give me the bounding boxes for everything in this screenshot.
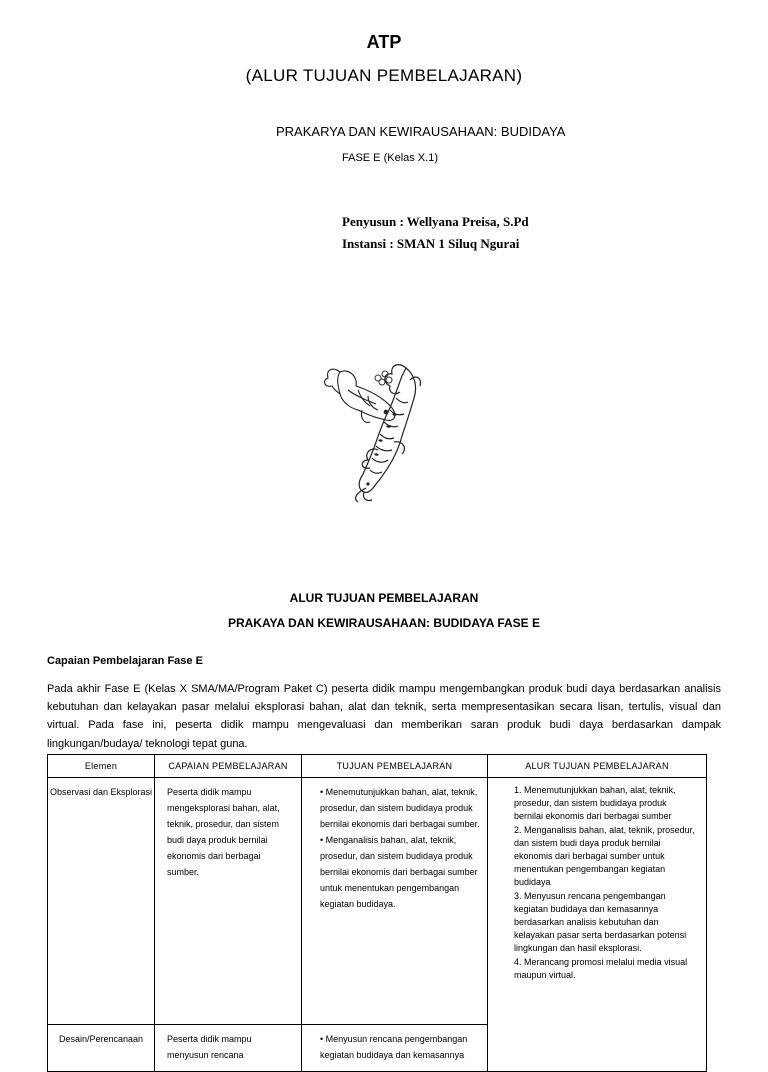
document-subtitle: (ALUR TUJUAN PEMBELAJARAN) [245, 66, 523, 85]
institution-line: Instansi : SMAN 1 Siluq Ngurai [342, 236, 520, 251]
header-atp: ALUR TUJUAN PEMBELAJARAN [488, 755, 707, 778]
table-row [48, 778, 707, 1025]
atp-item: 2. Menganalisis bahan, alat, teknik, prosedur, dan sistem budi daya produk bernilai ekonomis dari berbagai sumber untuk menentukan pengembangan kegiatan budidaya [514, 824, 695, 888]
atp-item: 4. Merancang promosi melalui media visual maupun virtual. [514, 956, 688, 980]
cp-heading: Capaian Pembelajaran Fase E [47, 655, 203, 667]
section-subtitle: PRAKAYA DAN KEWIRAUSAHAAN: BUDIDAYA FASE E [227, 616, 541, 630]
table-header-row [48, 755, 707, 778]
header-cp: CAPAIAN PEMBELAJARAN [155, 755, 302, 778]
koi-fish-icon [318, 360, 426, 505]
subject-title: PRAKARYA DAN KEWIRAUSAHAAN: BUDIDAYA [276, 124, 566, 139]
fase-label: FASE E (Kelas X.1) [342, 152, 438, 164]
tp-item: • Menemutunjukkan bahan, alat, teknik, prosedur, dan sistem budidaya produk bernilai ekonomis dari berbagai sumber. [320, 787, 480, 829]
cp-paragraph: Pada akhir Fase E (Kelas X SMA/MA/Program Paket C) peserta didik mampu mengembangkan produk budi daya berdasarkan analisis kebutuhan dan kelayakan pasar melalui eksplorasi bahan, alat dan teknik, serta mempresentasikan secara lisan, tertulis, visual dan virtual. Pada fase ini, peserta didik mampu mengevaluasi dan memberikan saran produk budi daya berdasarkan dampak lingkungan/budaya/ teknologi tepat guna. [47, 683, 721, 750]
tp-item: • Menyusun rencana pengembangan kegiatan budidaya dan kemasannya [320, 1034, 468, 1060]
cell-elemen: Observasi dan Eksplorasi [48, 778, 155, 1025]
cell-tp [302, 778, 488, 1025]
cell-cp: Peserta didik mampu menyusun rencana [155, 1025, 302, 1072]
author-line: Penyusun : Wellyana Preisa, S.Pd [342, 214, 529, 229]
header-tp: TUJUAN PEMBELAJARAN [302, 755, 488, 778]
cell-atp [488, 778, 707, 1072]
cell-tp [302, 1025, 488, 1072]
header-elemen: Elemen [48, 755, 155, 778]
atp-item: 3. Menyusun rencana pengembangan kegiatan budidaya dan kemasannya berdasarkan analisis kebutuhan dan kelayakan pasar serta berdasarkan potensi lingkungan dan hasil eksplorasi. [514, 890, 687, 954]
atp-table [47, 754, 707, 1072]
cell-cp: Peserta didik mampu mengeksplorasi bahan, alat, teknik, prosedur, dan sistem budi daya produk bernilai ekonomis dari berbagai sumber. [155, 778, 302, 1025]
cell-elemen: Desain/Perencanaan [48, 1025, 155, 1072]
atp-item: 1. Menemutunjukkan bahan, alat, teknik, prosedur, dan sistem budidaya produk bernilai ekonomis dari berbagai sumber [514, 785, 676, 822]
document-title: ATP [366, 32, 402, 52]
section-title: ALUR TUJUAN PEMBELAJARAN [289, 591, 479, 605]
tp-item: • Menganalisis bahan, alat, teknik, prosedur, dan sistem budidaya produk bernilai ekonomis dari berbagai sumber untuk menentukan pengembangan kegiatan budidaya. [320, 835, 478, 909]
